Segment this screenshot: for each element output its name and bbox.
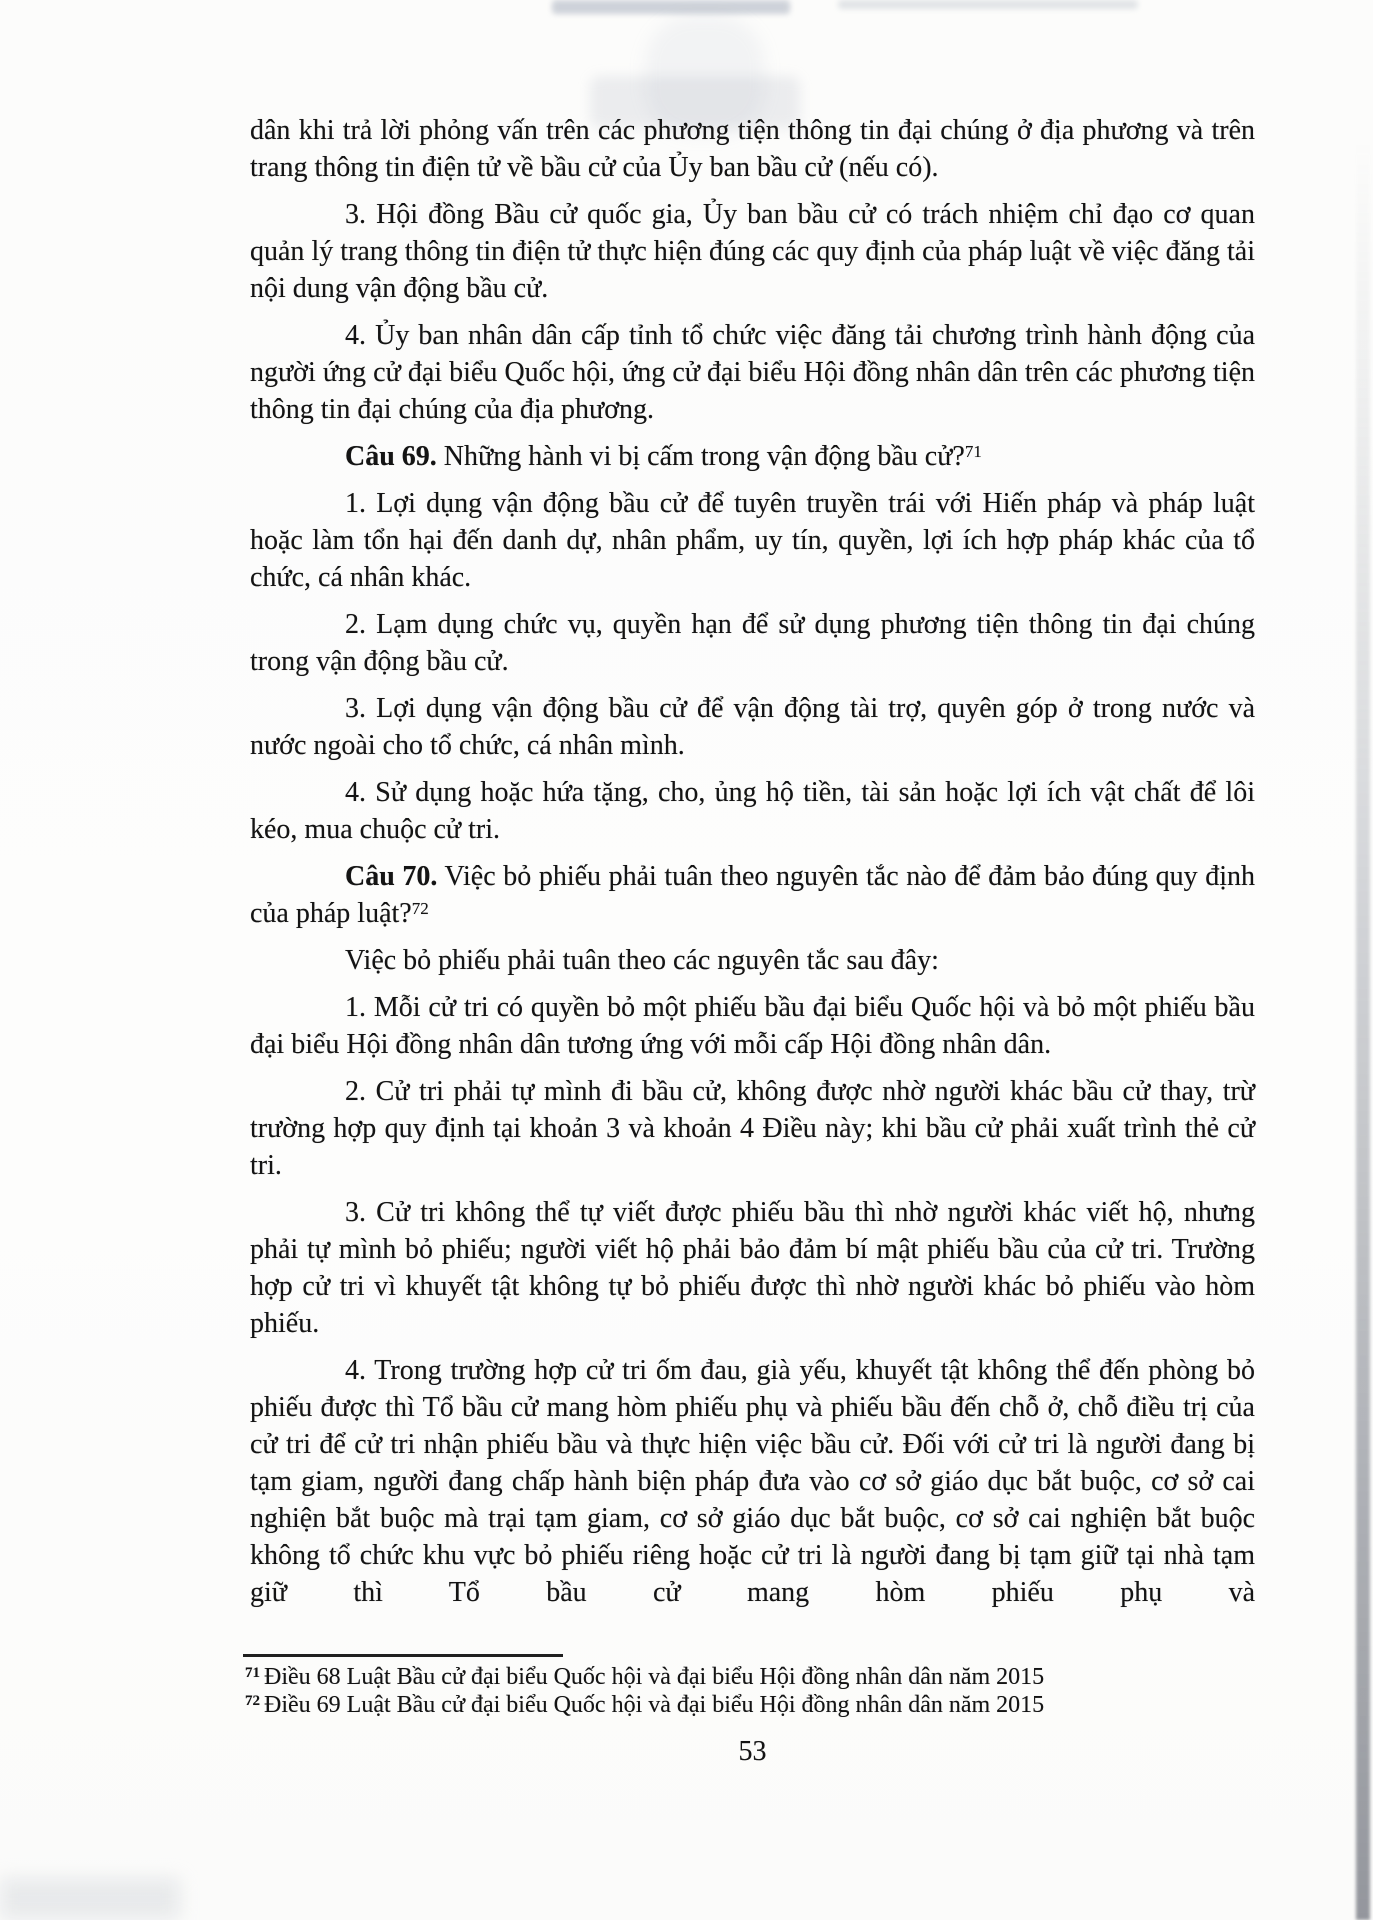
question-heading-cau-69	[250, 438, 1255, 475]
paragraph: 1. Lợi dụng vận động bầu cử để tuyên truyền trái với Hiến pháp và pháp luật hoặc làm tổn hại đến danh dự, nhân phẩm, uy tín, quyền, lợi ích hợp pháp khác của tổ chức, cá nhân khác.	[250, 488, 1255, 593]
scan-artifact-bottom-smudge	[0, 1878, 180, 1920]
footnote	[245, 1663, 1225, 1691]
page-number: 53	[738, 1736, 767, 1767]
question-text: Những hành vi bị cấm trong vận động bầu cử?	[436, 441, 965, 472]
question-label: Câu 69.	[345, 441, 437, 472]
paragraph: dân khi trả lời phỏng vấn trên các phương tiện thông tin đại chúng ở địa phương và trên trang thông tin điện tử về bầu cử của Ủy ban bầu cử (nếu có).	[250, 115, 1255, 183]
paragraph: 3. Cử tri không thể tự viết được phiếu bầu thì nhờ người khác viết hộ, nhưng phải tự mình bỏ phiếu; người viết hộ phải bảo đảm bí mật phiếu bầu của cử tri. Trường hợp cử tri vì khuyết tật không tự bỏ phiếu được thì nhờ người khác bỏ phiếu vào hòm phiếu.	[250, 1197, 1255, 1339]
paragraph: 2. Lạm dụng chức vụ, quyền hạn để sử dụng phương tiện thông tin đại chúng trong vận động bầu cử.	[250, 609, 1255, 677]
question-heading-cau-70	[250, 858, 1255, 932]
footnote-separator-line	[243, 1654, 563, 1657]
scan-artifact-right-edge-shadow	[1356, 140, 1370, 1920]
footnote-text: Điều 68 Luật Bầu cử đại biểu Quốc hội và đại biểu Hội đồng nhân dân năm 2015	[264, 1664, 1045, 1690]
scan-artifact-top-smudge	[552, 0, 790, 14]
question-text: Việc bỏ phiếu phải tuân theo nguyên tắc nào để đảm bảo đúng quy định của pháp luật?	[250, 861, 1256, 929]
footnote-reference: 72	[411, 899, 429, 918]
footnote	[245, 1691, 1225, 1719]
scan-artifact-top-smudge-2	[838, 0, 1138, 9]
paragraph: 4. Trong trường hợp cử tri ốm đau, già yếu, khuyết tật không thể đến phòng bỏ phiếu được thì Tổ bầu cử mang hòm phiếu phụ và phiếu bầu đến chỗ ở, chỗ điều trị của cử tri để cử tri nhận phiếu bầu và thực hiện việc bầu cử. Đối với cử tri là người đang bị tạm giam, người đang chấp hành biện pháp đưa vào cơ sở giáo dục bắt buộc, cơ sở cai nghiện bắt buộc mà trại tạm giam, cơ sở giáo dục bắt buộc, cơ sở cai nghiện bắt buộc không tổ chức khu vực bỏ phiếu riêng hoặc cử tri là người đang bị tạm giữ tại nhà tạm giữ thì Tổ bầu cử mang hòm phiếu phụ và	[250, 1355, 1255, 1608]
footnote-reference: 71	[964, 442, 982, 461]
paragraph: 4. Sử dụng hoặc hứa tặng, cho, ủng hộ tiền, tài sản hoặc lợi ích vật chất để lôi kéo, mua chuộc cử tri.	[250, 777, 1255, 845]
paragraph: 4. Ủy ban nhân dân cấp tỉnh tổ chức việc đăng tải chương trình hành động của người ứng cử đại biểu Quốc hội, ứng cử đại biểu Hội đồng nhân dân trên các phương tiện thông tin đại chúng của địa phương.	[250, 320, 1255, 425]
paragraph: 1. Mỗi cử tri có quyền bỏ một phiếu bầu đại biểu Quốc hội và bỏ một phiếu bầu đại biểu Hội đồng nhân dân tương ứng với mỗi cấp Hội đồng nhân dân.	[250, 992, 1255, 1060]
paragraph: Việc bỏ phiếu phải tuân theo các nguyên tắc sau đây:	[345, 945, 939, 976]
paragraph: 3. Hội đồng Bầu cử quốc gia, Ủy ban bầu cử có trách nhiệm chỉ đạo cơ quan quản lý trang thông tin điện tử thực hiện đúng các quy định của pháp luật về việc đăng tải nội dung vận động bầu cử.	[250, 199, 1255, 304]
paragraph: 2. Cử tri phải tự mình đi bầu cử, không được nhờ người khác bầu cử thay, trừ trường hợp quy định tại khoản 3 và khoản 4 Điều này; khi bầu cử phải xuất trình thẻ cử tri.	[250, 1076, 1255, 1181]
question-label: Câu 70.	[345, 861, 438, 892]
footnotes-section	[245, 1663, 1225, 1719]
footnote-marker: 71	[245, 1665, 260, 1681]
footnote-marker: 72	[245, 1693, 260, 1709]
footnote-text: Điều 69 Luật Bầu cử đại biểu Quốc hội và đại biểu Hội đồng nhân dân năm 2015	[264, 1692, 1045, 1718]
paragraph: 3. Lợi dụng vận động bầu cử để vận động tài trợ, quyên góp ở trong nước và nước ngoài cho tổ chức, cá nhân mình.	[250, 693, 1255, 761]
document-body	[250, 112, 1255, 1621]
